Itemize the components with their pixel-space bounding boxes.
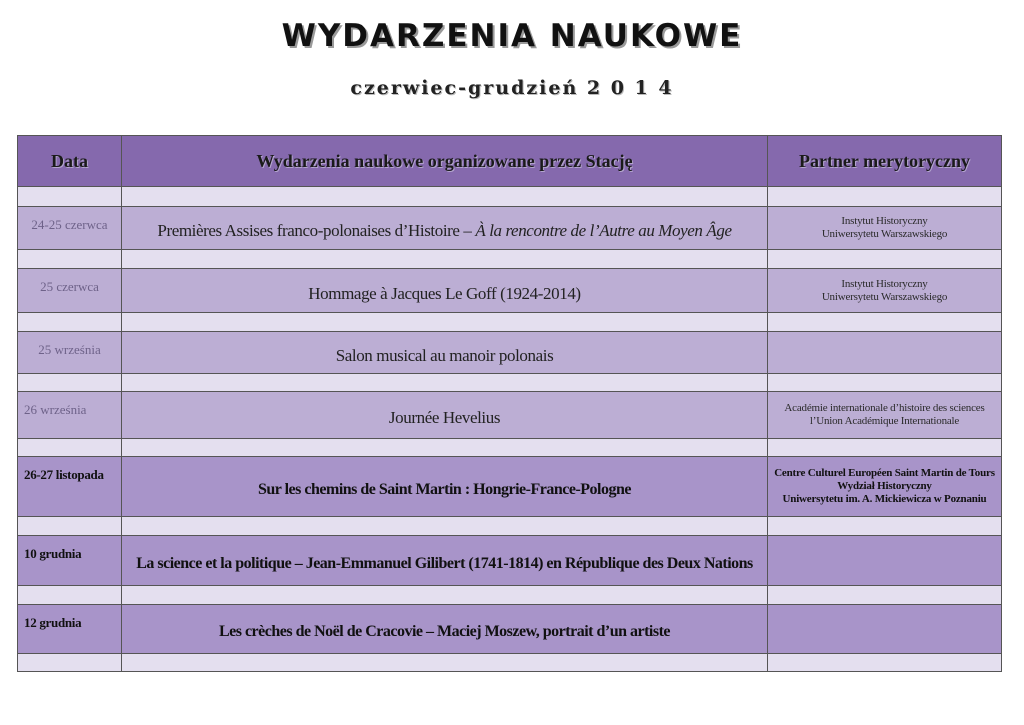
table-row [18,536,1002,586]
spacer-row [18,250,1002,269]
event-partner [768,332,1002,374]
table-header-row [18,136,1002,187]
table-row [18,207,1002,250]
spacer-row [18,517,1002,536]
event-title-main: Journée Hevelius [388,408,501,427]
table-row [18,269,1002,313]
events-table [17,135,1002,672]
page-title: WYDARZENIA NAUKOWE [281,18,743,54]
spacer-row [18,654,1002,672]
event-title [122,207,768,250]
column-header-events: Wydarzenia naukowe organizowane przez Stację [122,136,768,187]
event-title [122,536,768,586]
partner-line: Uniwersytetu Warszawskiego [821,290,948,303]
partner-line: Instytut Historyczny [841,277,928,290]
event-title-main: Sur les chemins de Saint Martin : Hongrie-France-Pologne [258,480,631,498]
event-partner [768,392,1002,439]
partner-line: Uniwersytetu im. A. Mickiewicza w Poznaniu [782,493,987,505]
event-partner [768,457,1002,517]
table-row [18,332,1002,374]
event-date: 26 września [18,392,122,439]
event-title-main: Les crèches de Noël de Cracovie – Maciej Moszew, portrait d’un artiste [218,623,671,640]
event-partner [768,605,1002,654]
spacer-row [18,439,1002,457]
event-date: 12 grudnia [18,605,122,654]
event-date: 24-25 czerwca [18,207,122,250]
event-title-main: Salon musical au manoir polonais [335,345,554,365]
event-title-main: Premières Assises franco-polonaises d’Histoire – [157,221,476,240]
spacer-row [18,313,1002,332]
event-partner [768,536,1002,586]
partner-line: Uniwersytetu Warszawskiego [821,228,948,240]
partner-line: Centre Culturel Européen Saint Martin de Tours [774,467,995,479]
table-row [18,392,1002,439]
event-title [122,332,768,374]
event-title [122,392,768,439]
partner-line: Instytut Historyczny [841,215,928,227]
event-title [122,605,768,654]
event-partner [768,269,1002,313]
event-title [122,269,768,313]
event-title-italic: À la rencontre de l’Autre au Moyen Âge [475,221,732,240]
event-date: 25 czerwca [18,269,122,313]
page-subtitle: czerwiec-grudzień 2 0 1 4 [350,77,674,99]
event-date: 26-27 listopada [18,457,122,517]
table-row [18,457,1002,517]
event-partner [768,207,1002,250]
partner-line: l’Union Académique Internationale [809,415,960,427]
event-title-main: Hommage à Jacques Le Goff (1924-2014) [308,283,581,303]
column-header-partner: Partner merytoryczny [768,136,1002,187]
event-date: 25 września [18,332,122,374]
partner-line: Wydział Historyczny [837,480,932,492]
spacer-row [18,187,1002,207]
spacer-row [18,586,1002,605]
table-row [18,605,1002,654]
spacer-row [18,374,1002,392]
event-title [122,457,768,517]
event-title-main: La science et la politique – Jean-Emmanuel Gilibert (1741-1814) en République des Deux Nations [136,554,753,572]
event-date: 10 grudnia [18,536,122,586]
column-header-date: Data [18,136,122,187]
partner-line: Académie internationale d’histoire des sciences [784,402,985,414]
